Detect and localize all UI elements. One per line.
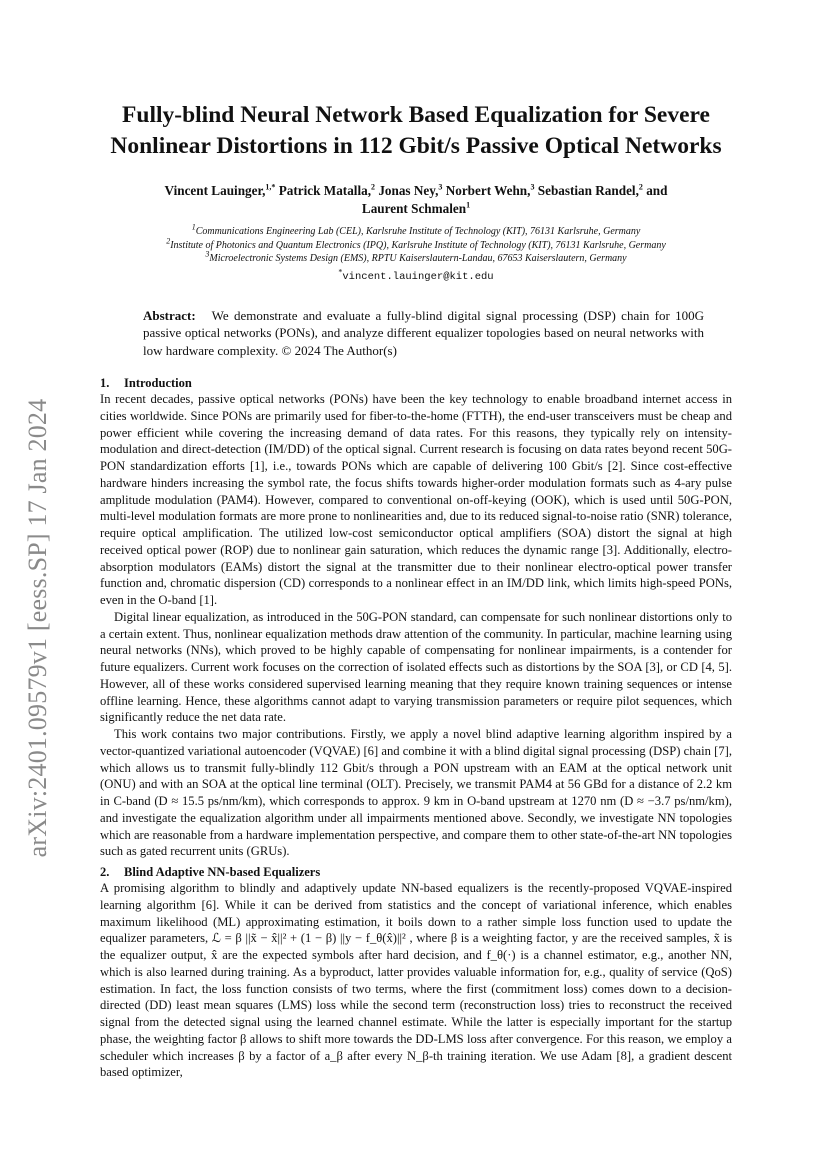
affiliation-list — [100, 222, 732, 266]
contact-email — [100, 267, 732, 283]
paper-page — [100, 100, 732, 1081]
author-name: Vincent Lauinger, — [164, 183, 266, 198]
author-name: Laurent Schmalen — [361, 201, 467, 216]
author-name: Jonas Ney, — [375, 183, 439, 198]
affiliation-text: Communications Engineering Lab (CEL), Karlsruhe Institute of Technology (KIT), 76131 Karlsruhe, Germany — [195, 226, 641, 237]
body-paragraph: Digital linear equalization, as introduced in the 50G-PON standard, can compensate for such nonlinear distortions only to a certain extent. Thus, nonlinear equalization methods draw attention of the community. In particular, machine learning using neural networks (NNs), which proved to be highly capable of compensating for nonlinear impairments, is a contender for future equalizers. Current work focuses on the correction of isolated effects such as distortions by the SOA [3], or CD [4, 5]. However, all of these works considered supervised learning meaning that they require known training sequences or intense offline learning. Hence, these algorithms cannot adapt to varying transmission parameters or require pilot sequences, which significantly reduce the net data rate. — [100, 609, 732, 725]
affiliation-mark: 2 — [166, 236, 171, 246]
title-line-1: Fully-blind Neural Network Based Equalization for Severe — [122, 102, 710, 128]
section-number: 2. — [100, 865, 110, 879]
author-affil-mark: 3 — [438, 182, 443, 192]
arxiv-identifier: arXiv:2401.09579v1 [eess.SP] 17 Jan 2024 — [23, 398, 52, 858]
author-list — [100, 182, 732, 218]
arxiv-sidebar-stamp — [18, 368, 58, 888]
affiliation — [100, 236, 732, 253]
abstract-text: We demonstrate and evaluate a fully-blind digital signal processing (DSP) chain for 100G passive optical networks (PONs), and analyze different equalizer topologies based on neural networks with low hardware complexity. © 2024 The Author(s) — [143, 307, 705, 358]
affiliation-mark: 3 — [205, 249, 210, 259]
body-paragraph: A promising algorithm to blindly and adaptively update NN-based equalizers is the recently-proposed VQVAE-inspired learning algorithm [6]. While it can be derived from statistics and the concept of variational inference, which enables maximum likelihood (ML) approximating estimation, it boils down to a rather simple loss function used to update the equalizer parameters, ℒ = β ||x̃ − x̂||² + (1 − β) ||y − f_θ(x̂)||² , where β is a weighting factor, y are the received samples, x̃ is the equalizer output, x̂ are the expected symbols after hard decision, and f_θ(·) is a channel estimator, e.g., another NN, which is also learned during training. As a byproduct, latter provides valuable information for, e.g., quality of service (QoS) estimation. In fact, the loss function consists of two terms, where the first (commitment loss) comes down to a decision-directed (DD) least mean squares (LMS) loss while the second term (reconstruction loss) tries to reconstruct the received signal from the detected signal using the learned channel estimate. While the latter is especially important for the startup phase, the weighting factor β allows to shift more towards the DD-LMS loss after convergence. For this reason, we employ a scheduler which increases β by a factor of a_β after every N_β-th training iteration. We use Adam [8], a gradient descent based optimizer, — [100, 881, 732, 1080]
affiliation — [100, 222, 732, 239]
author-affil-mark: 1,* — [265, 182, 276, 192]
affiliation-text: Microelectronic Systems Design (EMS), RPTU Kaiserslautern-Landau, 67653 Kaiserslautern, Germany — [209, 253, 627, 264]
author-affil-mark: 2 — [371, 182, 376, 192]
section-number: 1. — [100, 376, 110, 390]
affiliation-text: Institute of Photonics and Quantum Electronics (IPQ), Karlsruhe Institute of Technology (KIT), 76131 Karlsruhe, Germany — [170, 239, 666, 251]
section-heading — [100, 864, 732, 880]
title-line-2: Nonlinear Distortions in 112 Gbit/s Passive Optical Networks — [110, 133, 722, 159]
body-paragraph: In recent decades, passive optical networks (PONs) have been the key technology to enable broadband internet access in cities worldwide. Since PONs are primarily used for fiber-to-the-home (FTTH), the end-user transceivers must be cheap and power efficient while covering the increasing demand of data rates. For this reasons, they typically rely on intensity-modulation and direct-detection (IM/DD) of the optical signal. Current research is focusing on data rates beyond recent 50G-PON standardization efforts [1], i.e., towards PONs which are capable of delivering 100 Gbit/s [2]. Since cost-effective hardware hinders increasing the symbol rate, the focus shifts towards higher-order modulation formats such as 4-ary pulse amplitude modulation (PAM4). However, compared to conventional on-off-keying (OOK), which is used until 50G-PON, multi-level modulation formats are more prone to nonlinearities and, due to its reduced signal-to-noise ratio (SNR) tolerance, require optical amplification. The utilized low-cost semiconductor optical amplifiers (SOA) distort the signal at high received optical power (ROP) due to nonlinear gain saturation, which reduces the dynamic range [3]. Additionally, electro-absorption modulators (EAMs) distort the signal at the transmitter due to their nonlinear electro-optical power transfer function and, chromatic dispersion (CD) corresponds to a nonlinear effect in an IM/DD link, which limits high-speed PONs, even in the O-band [1]. — [100, 392, 732, 607]
section-title: Introduction — [124, 376, 192, 390]
abstract-label: Abstract: — [143, 307, 196, 323]
body-paragraph: This work contains two major contributions. Firstly, we apply a novel blind adaptive learning algorithm inspired by a vector-quantized variational autoencoder (VQVAE) [6] and combine it with a blind digital signal processing (DSP) chain [7], which allows us to transmit fully-blindly 112 Gbit/s through a PON upstream with an EAM at the optical network unit (ONU) and with an SOA at the optical line terminal (OLT). Precisely, we transmit PAM4 at 56 GBd for a distance of 2.2 km in C-band (D ≈ 15.5 ps/nm/km), which corresponds to approx. 9 km in O-band upstream at 1270 nm (D ≈ −3.7 ps/nm/km), and investigate the equalization algorithm under all impairments mentioned above. Secondly, we investigate NN topologies which are reasonable from a hardware implementation perspective, and compare them to other state-of-the-art NN topologies such as gated recurrent units (GRUs). — [100, 727, 732, 859]
affiliation — [100, 249, 732, 266]
paper-title — [100, 100, 732, 162]
author-affil-mark: 1 — [466, 200, 471, 210]
email-mark: * — [338, 267, 343, 276]
section-heading — [100, 375, 732, 391]
author-conjunction: and — [642, 183, 668, 198]
author-name: Norbert Wehn, — [442, 183, 531, 198]
author-affil-mark: 3 — [530, 182, 535, 192]
email-address: vincent.lauinger@kit.edu — [342, 270, 494, 283]
author-affil-mark: 2 — [638, 182, 643, 192]
author-name: Patrick Matalla, — [275, 183, 372, 198]
section-title: Blind Adaptive NN-based Equalizers — [124, 865, 321, 879]
abstract — [143, 307, 704, 360]
affiliation-mark: 1 — [191, 222, 196, 232]
author-name: Sebastian Randel, — [534, 183, 639, 198]
